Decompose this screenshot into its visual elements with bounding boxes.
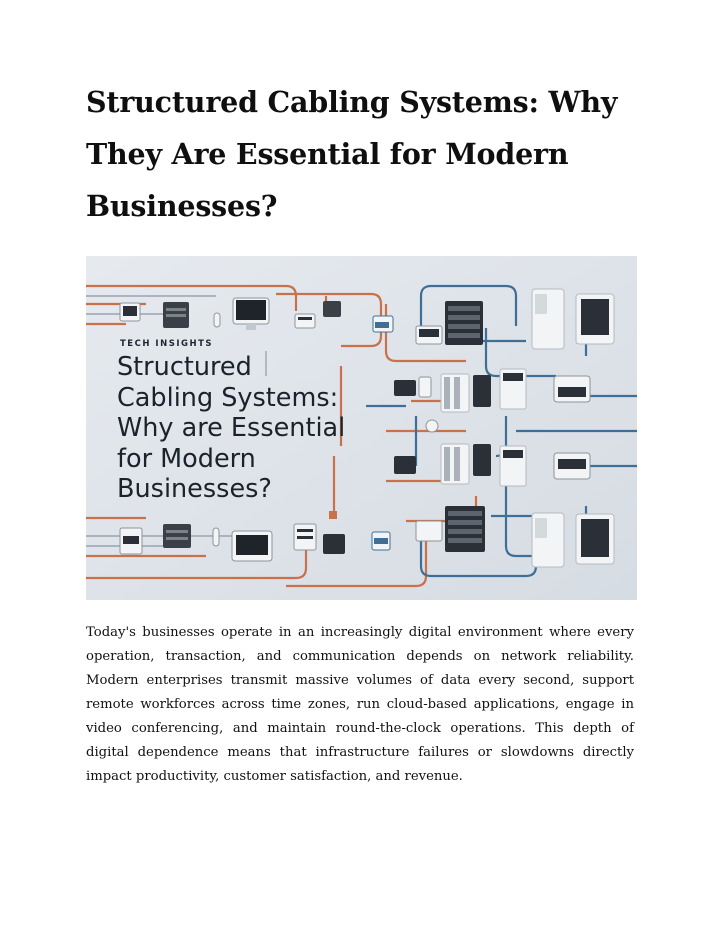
article-title: Structured Cabling Systems: Why They Are Essential for Modern Businesses? <box>86 85 618 223</box>
figure-heading-line: Why are Essential <box>117 413 346 443</box>
hero-image <box>86 256 637 600</box>
article-paragraph: Today's businesses operate in an increasingly digital environment where every operation, transaction, and communication depends on network reliability. Modern enterprises transmit massive volumes of data every second, support remote workforces across time zones, run cloud-based applications, engage in video conferencing, and maintain round-the-clock operations. This depth of digital dependence means that infrastructure failures or slowdowns directly impact productivity, customer satisfaction, and revenue. <box>86 625 634 784</box>
figure-heading-line: Structured <box>117 352 252 382</box>
figure-kicker: TECH INSIGHTS <box>120 339 213 349</box>
figure-heading-line: for Modern <box>117 443 256 474</box>
figure-heading-line: Businesses? <box>117 474 272 504</box>
figure-heading-line: Cabling Systems: <box>117 382 339 413</box>
figure-heading <box>117 352 437 505</box>
